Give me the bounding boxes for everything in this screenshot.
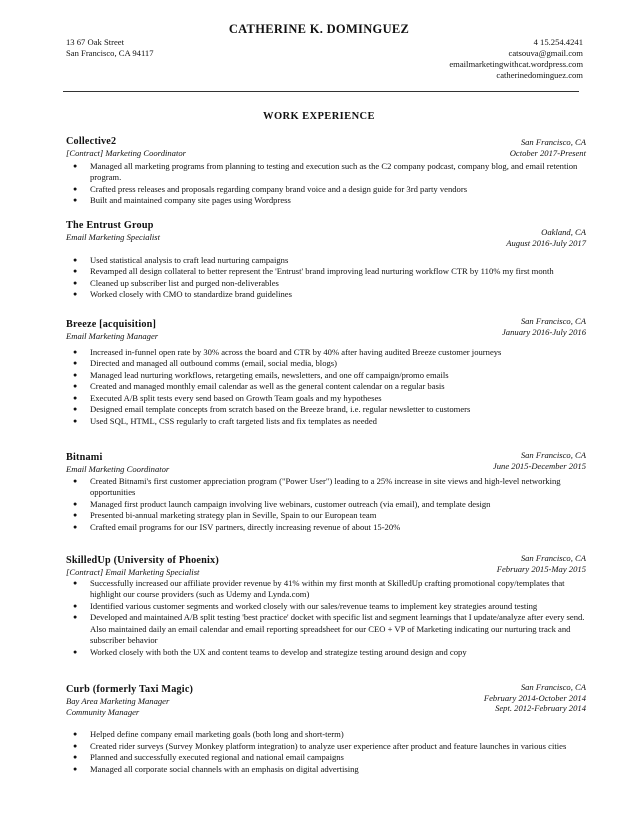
- company-name: Collective2: [66, 136, 117, 147]
- job-bullets: [66, 255, 586, 301]
- bullet-item: ● Presented bi-annual marketing strategy plan in Seville, Spain to our European team: [66, 510, 586, 522]
- bullet-item: ● Executed A/B split tests every send based on Growth Team goals and my hypotheses: [66, 393, 586, 405]
- contact-details: [449, 37, 583, 81]
- job-entry: [66, 316, 586, 428]
- bullet-item: ● Increased in-funnel open rate by 30% across the board and CTR by 40% after having audited Breeze customer journeys: [66, 347, 586, 359]
- bullet-item: ● Cleaned up subscriber list and purged non-deliverables: [66, 278, 586, 290]
- job-role: Email Marketing Manager: [66, 331, 159, 341]
- bullet-item: ● Directed and managed all outbound comms (email, social media, blogs): [66, 358, 586, 370]
- job-bullets: [66, 476, 586, 534]
- job-entry: [66, 684, 586, 775]
- job-location: Oakland, CA: [541, 227, 586, 237]
- job-role: Bay Area Marketing Manager: [66, 696, 170, 706]
- company-name: Breeze [acquisition]: [66, 319, 157, 330]
- bullet-item: ● Managed lead nurturing workflows, retargeting emails, newsletters, and one off campaign/promo emails: [66, 370, 586, 382]
- bullet-item: ● Designed email template concepts from scratch based on the Breeze brand, i.e. regular newsletter to customers: [66, 404, 586, 416]
- resume-name: CATHERINE K. DOMINGUEZ: [228, 22, 410, 36]
- job-dates: October 2017-Present: [509, 147, 586, 158]
- website-link[interactable]: catherinedominguez.com: [496, 70, 583, 80]
- job-entry: [66, 136, 586, 207]
- bullet-item: ● Revamped all design collateral to better represent the 'Entrust' brand improving lead nurturing workflow CTR by 110% my first month: [66, 266, 586, 278]
- job-role: Email Marketing Coordinator: [66, 464, 170, 474]
- bullet-item: ● Worked closely with CMO to standardize brand guidelines: [66, 289, 586, 301]
- phone: 4 15.254.4241: [533, 37, 583, 47]
- job-dates: June 2015-December 2015: [492, 460, 586, 471]
- job-location-dates: [510, 137, 586, 158]
- bullet-item: ● Created Bitnami's first customer appreciation program ("Power User") leading to a 25% increase in site views and high-level networking opportunities: [66, 476, 586, 499]
- job-location-dates: [497, 553, 586, 574]
- job-role: Email Marketing Specialist: [66, 232, 161, 242]
- blog-link[interactable]: emailmarketingwithcat.wordpress.com: [449, 59, 583, 69]
- bullet-item: ● Crafted press releases and proposals regarding company brand voice and a design guide for 3rd party vendors: [66, 184, 586, 196]
- bullet-item: ● Created and managed monthly email calendar as well as the general content calendar on a regular basis: [66, 381, 586, 393]
- bullet-item: ● Managed all corporate social channels with an emphasis on digital advertising: [66, 764, 586, 776]
- header-divider: [63, 91, 579, 92]
- job-role-secondary: Community Manager: [66, 706, 140, 717]
- job-location-dates: [506, 227, 586, 248]
- job-dates: January 2016-July 2016: [501, 326, 586, 337]
- job-bullets: [66, 578, 586, 659]
- job-bullets: [66, 729, 586, 775]
- email[interactable]: catsouva@gmail.com: [508, 48, 583, 58]
- bullet-item: ● Developed and maintained A/B split testing 'best practice' docket with specific list and segment learnings that I update/analyze after every send. Also maintained daily an email calendar and email reporting spreadsheet for our CEO + VP of Marketing indicating our nurturing track and subscriber behavior: [66, 612, 586, 647]
- contact-address: [66, 37, 154, 59]
- company-name: SkilledUp (University of Phoenix): [66, 555, 219, 566]
- job-entry: [66, 452, 586, 533]
- company-name: Curb (formerly Taxi Magic): [66, 684, 194, 695]
- job-bullets: [66, 347, 586, 428]
- bullet-item: ● Managed first product launch campaign involving live webinars, customer outreach (via email), and template design: [66, 499, 586, 511]
- bullet-item: ● Identified various customer segments and worked closely with our sales/revenue teams to implement key strategies around testing: [66, 601, 586, 613]
- bullet-item: ● Built and maintained company site pages using Wordpress: [66, 195, 586, 207]
- bullet-item: ● Used SQL, HTML, CSS regularly to craft targeted lists and fix templates as needed: [66, 416, 586, 428]
- job-location: San Francisco, CA: [520, 682, 586, 692]
- job-entry: [66, 555, 586, 659]
- address-line-2: San Francisco, CA 94117: [66, 48, 154, 58]
- job-dates: February 2014-October 2014: [483, 692, 586, 703]
- job-location: San Francisco, CA: [520, 553, 586, 563]
- job-entry: [66, 220, 586, 301]
- job-location-dates: [493, 450, 586, 471]
- section-title-work-experience: WORK EXPERIENCE: [263, 111, 375, 122]
- job-role: [Contract] Marketing Coordinator: [66, 148, 186, 158]
- bullet-item: ● Managed all marketing programs from planning to testing and execution such as the C2 company podcast, company blog, and email retention program.: [66, 161, 586, 184]
- job-dates-secondary: Sept. 2012-February 2014: [495, 703, 586, 713]
- job-location: San Francisco, CA: [520, 316, 586, 326]
- bullet-item: ● Planned and successfully executed regional and national email campaigns: [66, 752, 586, 764]
- job-location: San Francisco, CA: [520, 450, 586, 460]
- job-location-dates: [484, 682, 586, 714]
- bullet-item: ● Helped define company email marketing goals (both long and short-term): [66, 729, 586, 741]
- address-line-1: 13 67 Oak Street: [66, 37, 124, 47]
- bullet-item: ● Used statistical analysis to craft lead nurturing campaigns: [66, 255, 586, 267]
- job-role: [Contract] Email Marketing Specialist: [66, 567, 200, 577]
- job-location-dates: [502, 316, 586, 337]
- bullet-item: ● Successfully increased our affiliate provider revenue by 41% within my first month at SkilledUp crafting promotional copy/templates that highlight our course providers (such as Udemy and Lynda.com): [66, 578, 586, 601]
- company-name: The Entrust Group: [66, 220, 154, 231]
- job-location: San Francisco, CA: [520, 137, 586, 147]
- bullet-item: ● Created rider surveys (Survey Monkey platform integration) to analyze user experience after product and feature launches in various cities: [66, 741, 586, 753]
- company-name: Bitnami: [66, 452, 103, 463]
- bullet-item: ● Worked closely with both the UX and content teams to develop and strategize testing around design and copy: [66, 647, 586, 659]
- job-dates: August 2016-July 2017: [506, 237, 586, 248]
- job-dates: February 2015-May 2015: [496, 563, 586, 574]
- bullet-item: ● Crafted email programs for our ISV partners, directly increasing revenue of about 15-20%: [66, 522, 586, 534]
- job-bullets: [66, 161, 586, 207]
